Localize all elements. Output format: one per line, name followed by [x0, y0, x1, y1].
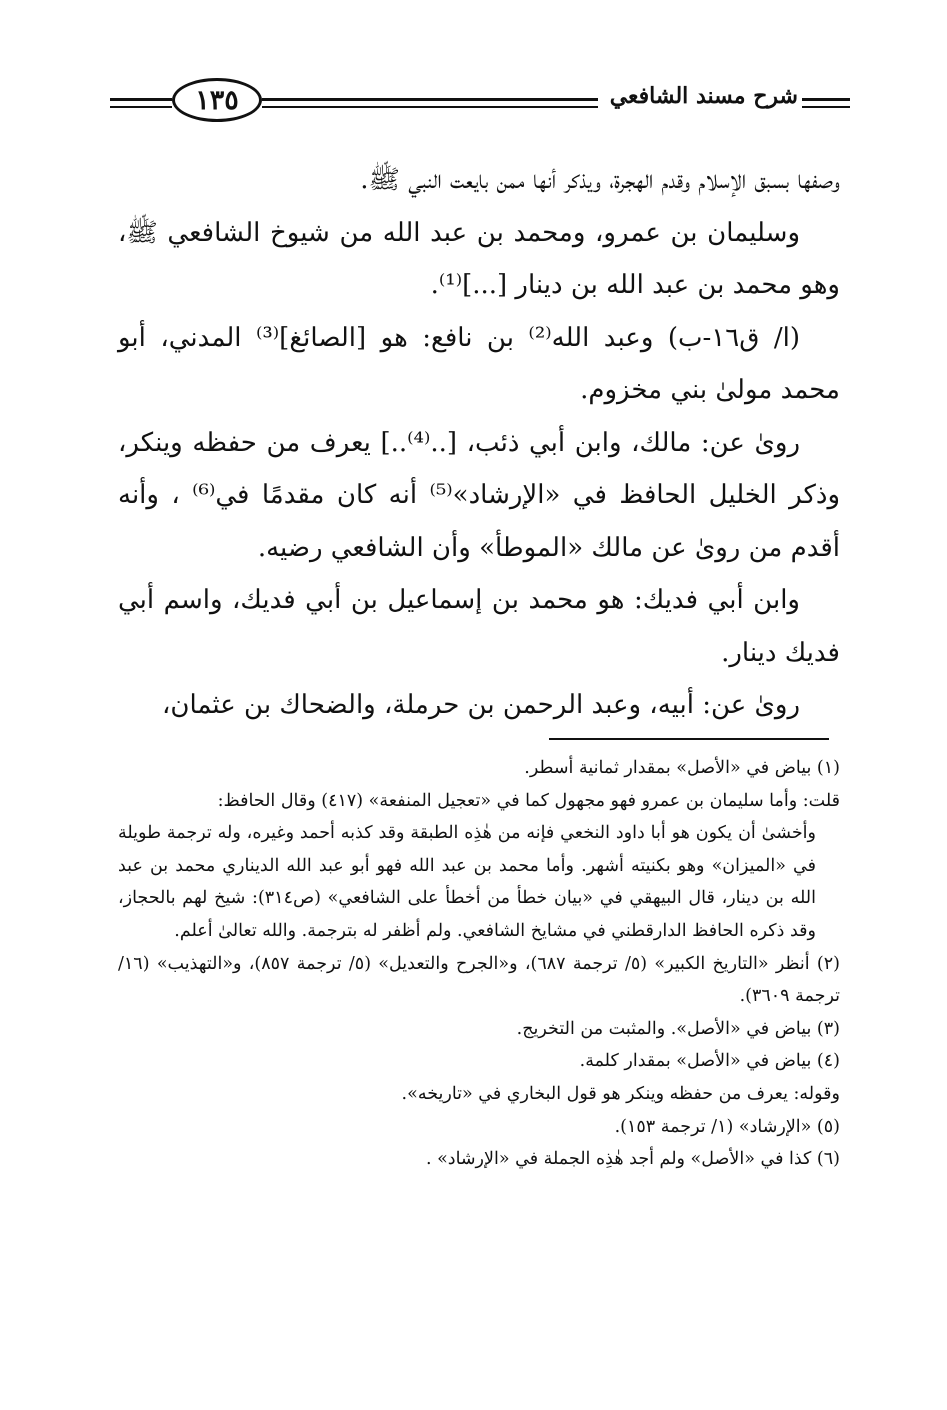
- header-rule-right: [802, 98, 850, 108]
- header-rule-left: [110, 98, 172, 108]
- footnote-6: (٦) كذا في «الأصل» ولم أجد هٰذِه الجملة في «الإرشاد» .: [425, 1149, 840, 1170]
- page-header: [110, 70, 850, 132]
- page-number: ١٣٥: [172, 78, 262, 122]
- footnote-separator: [549, 738, 829, 740]
- footnote-2: (٢) أنظر «التاريخ الكبير» (٥/ ترجمة ٦٨٧)، و«الجرح والتعديل» (٥/ ترجمة ٨٥٧)، و«التهذيب» (١٦/ ترجمة ٣٦٠٩).: [118, 953, 840, 1007]
- running-title: شرح مسند الشافعي: [598, 83, 798, 109]
- paragraph-2: وسليمان بن عمرو، ومحمد بن عبد الله من شيوخ الشافعي ﷺ، وهو محمد بن عبد الله بن دينار [...]⁽¹⁾.: [118, 217, 840, 300]
- footnote-4-comment: وقوله: يعرف من حفظه وينكر هو قول البخاري في «تاريخه».: [401, 1083, 840, 1104]
- footnote-5: (٥) «الإرشاد» (١/ ترجمة ١٥٣).: [614, 1116, 840, 1137]
- main-text: [118, 154, 840, 732]
- paragraph-3: (ا/ ق١٦-ب) وعبد الله⁽²⁾ بن نافع: هو [الصائغ]⁽³⁾ المدني، أبو محمد مولىٰ بني مخزوم.: [118, 322, 840, 405]
- footnote-1: (١) بياض في «الأصل» بمقدار ثمانية أسطر.: [524, 758, 840, 778]
- footnote-1-quote: وأخشىٰ أن يكون هو أبا داود النخعي فإنه من هٰذِه الطبقة وقد كذبه أحمد وغيره، وله ترجمة طويلة في «الميزان» وهو بكنيته أشهر. وأما محمد بن عبد الله فهو أبو عبد الله الديناري محمد بن عبد الله بن دينار، قال البيهقي في «بيان خطأ من أخطأ على الشافعي» (ص٣١٤): شيخ لهم بالحجاز، وقد ذكره الحافظ الدارقطني في مشايخ الشافعي. ولم أظفر له بترجمة. والله تعالىٰ أعلم.: [118, 823, 816, 941]
- footnote-3: (٣) بياض في «الأصل». والمثبت من التخريج.: [516, 1018, 840, 1039]
- footnotes: [118, 752, 840, 1176]
- footnote-4: (٤) بياض في «الأصل» بمقدار كلمة.: [579, 1051, 840, 1072]
- footnote-1-comment: قلت: وأما سليمان بن عمرو فهو مجهول كما في «تعجيل المنفعة» (٤١٧) وقال الحافظ:: [217, 790, 840, 811]
- paragraph-4: روىٰ عن: مالك، وابن أبي ذئب، [..⁽⁴⁾..] يعرف من حفظه وينكر، وذكر الخليل الحافظ في «الإرشاد»⁽⁵⁾ أنه كان مقدمًا في⁽⁶⁾ ، وأنه أقدم من روىٰ عن مالك «الموطأ» وأن الشافعي رضيه.: [118, 427, 840, 563]
- paragraph-5: وابن أبي فديك: هو محمد بن إسماعيل بن أبي فديك، واسم أبي فديك دينار.: [118, 585, 840, 668]
- paragraph-6: روىٰ عن: أبيه، وعبد الرحمن بن حرملة، والضحاك بن عثمان،: [161, 690, 800, 720]
- paragraph-1: وصفها بسبق الإسلام وقدم الهجرة، ويذكر أنها ممن بايعت النبي ﷺ.: [360, 165, 840, 195]
